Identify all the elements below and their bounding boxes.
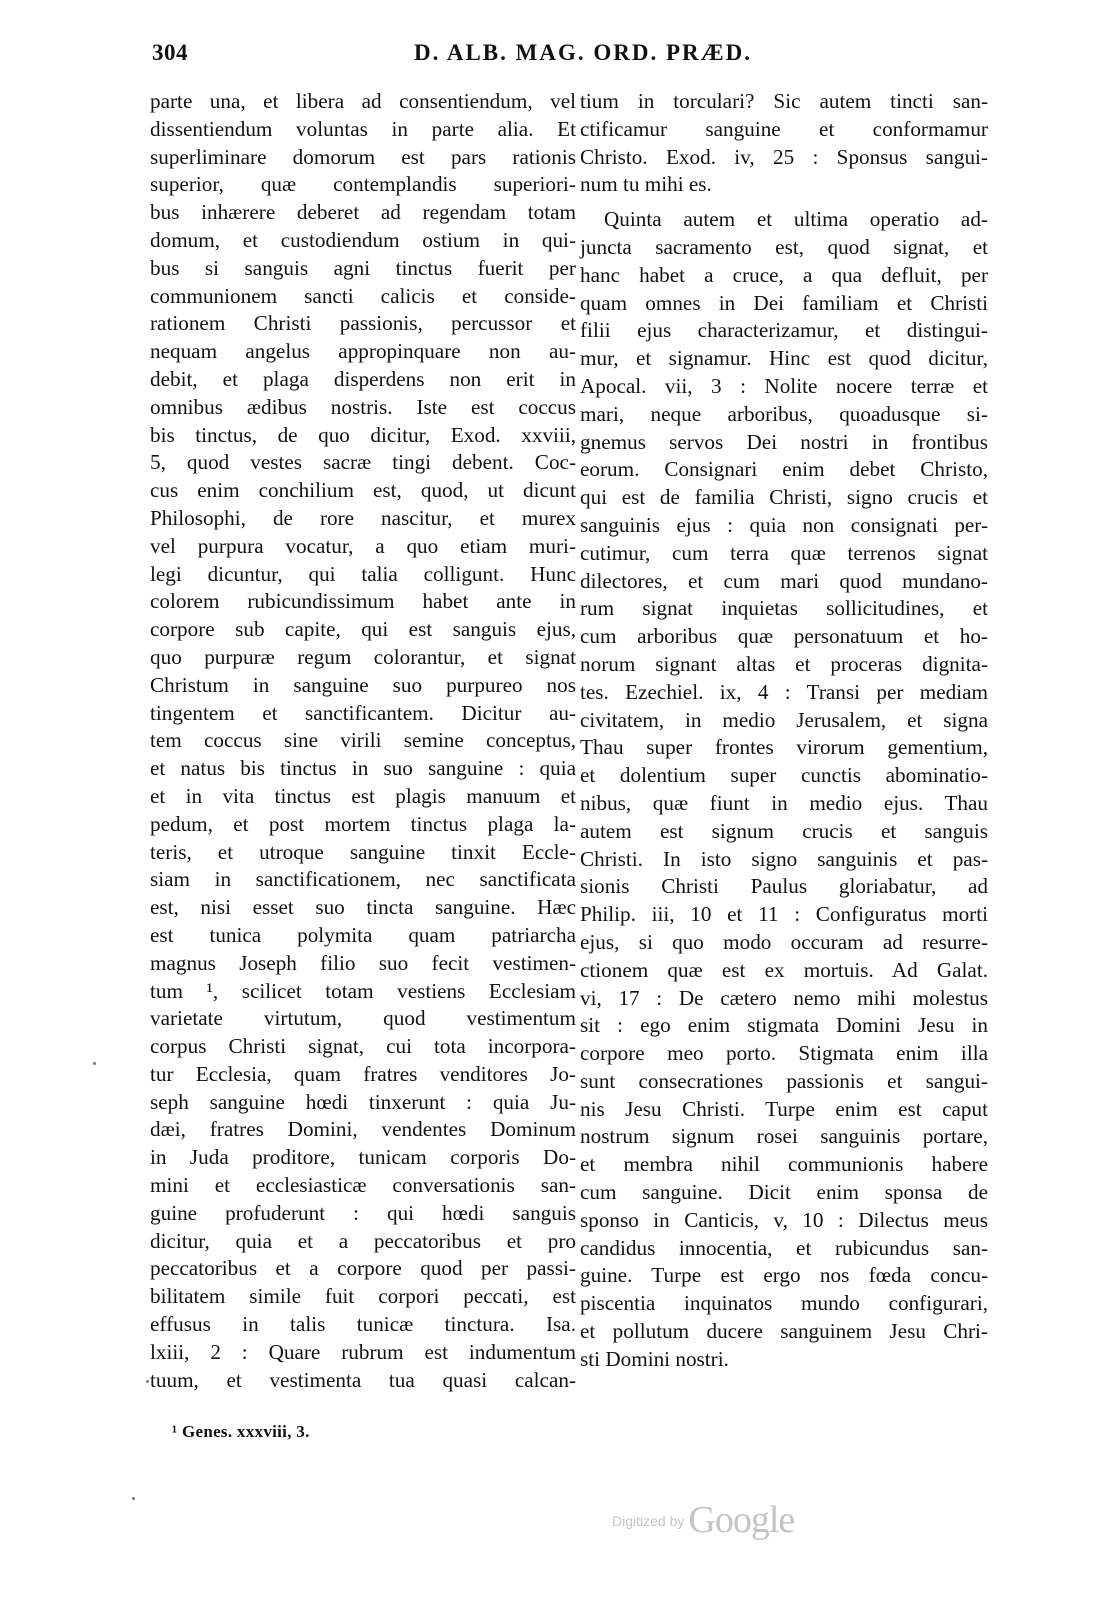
page-header xyxy=(152,40,987,76)
text-line: autem est signum crucis et sanguis xyxy=(580,818,988,843)
text-line: guine. Turpe est ergo nos fœda concu- xyxy=(580,1263,988,1288)
text-line: nostrum signum rosei sanguinis portare, xyxy=(580,1124,988,1149)
text-line: dæi, fratres Domini, vendentes Dominum xyxy=(150,1117,576,1142)
text-line: guine profuderunt : qui hœdi sanguis xyxy=(150,1200,576,1225)
text-line: tum ¹, scilicet totam vestiens Ecclesiam xyxy=(150,978,576,1003)
text-line: gnemus servos Dei nostri in frontibus xyxy=(580,429,988,454)
text-line: in Juda proditore, tunicam corporis Do- xyxy=(150,1145,576,1170)
text-line: peccatoribus et a corpore quod per passi- xyxy=(150,1256,576,1281)
text-line: sti Domini nostri. xyxy=(580,1346,729,1371)
text-line: cus enim conchilium est, quod, ut dicunt xyxy=(150,478,576,503)
text-line: bus inhærere deberet ad regendam totam xyxy=(150,200,576,225)
text-line: superior, quæ contemplandis superiori- xyxy=(150,172,576,197)
text-line: lxiii, 2 : Quare rubrum est indumentum xyxy=(150,1339,576,1364)
footnote: ¹ Genes. xxxviii, 3. xyxy=(172,1422,310,1441)
text-line: debit, et plaga disperdens non erit in xyxy=(150,366,576,391)
text-line: num tu mihi es. xyxy=(580,172,712,197)
text-line: rationem Christi passionis, percussor et xyxy=(150,311,576,336)
scan-speck xyxy=(132,1497,135,1500)
text-line: sunt consecrationes passionis et sangui- xyxy=(580,1068,988,1093)
text-line: corpus Christi signat, cui tota incorpora- xyxy=(150,1034,576,1059)
text-line: Philosophi, de rore nascitur, et murex xyxy=(150,505,576,530)
text-line: et membra nihil communionis habere xyxy=(580,1152,988,1177)
text-line: qui est de familia Christi, signo crucis et xyxy=(580,485,988,510)
scan-speck xyxy=(93,1062,96,1065)
paragraph-gap xyxy=(580,199,988,206)
text-line: legi dicuntur, qui talia colligunt. Hunc xyxy=(150,561,576,586)
text-line: parte una, et libera ad consentiendum, vel xyxy=(150,89,576,113)
text-line: 5, quod vestes sacræ tingi debent. Coc- xyxy=(150,450,576,475)
text-line: tem coccus sine virili semine conceptus, xyxy=(150,728,576,753)
text-line: magnus Joseph filio suo fecit vestimen- xyxy=(150,950,576,975)
text-line: tingentem et sanctificantem. Dicitur au- xyxy=(150,700,576,725)
text-line: bilitatem simile fuit corpori peccati, est xyxy=(150,1284,576,1309)
text-line: Apocal. vii, 3 : Nolite nocere terræ et xyxy=(580,373,988,398)
text-line: superliminare domorum est pars rationis xyxy=(150,144,576,169)
text-line: sponso in Canticis, v, 10 : Dilectus meus xyxy=(580,1207,988,1232)
text-line: tuum, et vestimenta tua quasi calcan- xyxy=(150,1367,576,1392)
scan-speck xyxy=(146,1380,149,1383)
text-line: Christi. In isto signo sanguinis et pas- xyxy=(580,846,988,871)
text-line: communionem sancti calicis et conside- xyxy=(150,283,576,308)
text-line: varietate virtutum, quod vestimentum xyxy=(150,1006,576,1031)
text-line: mur, et signamur. Hinc est quod dicitur, xyxy=(580,346,988,371)
text-line: Christum in sanguine suo purpureo nos xyxy=(150,672,576,697)
text-line: seph sanguine hœdi tinxerunt : quia Ju- xyxy=(150,1089,576,1114)
text-line: eorum. Consignari enim debet Christo, xyxy=(580,457,988,482)
text-line: quo purpuræ regum colorantur, et signat xyxy=(150,644,576,669)
text-line: bus si sanguis agni tinctus fuerit per xyxy=(150,255,576,280)
text-line: nequam angelus appropinquare non au- xyxy=(150,339,576,364)
text-line: sionis Christi Paulus gloriabatur, ad xyxy=(580,874,988,899)
text-line: mini et ecclesiasticæ conversationis san- xyxy=(150,1173,576,1198)
text-line: corpore meo porto. Stigmata enim illa xyxy=(580,1041,988,1066)
text-line: vel purpura vocatur, a quo etiam muri- xyxy=(150,533,576,558)
text-line: nis Jesu Christi. Turpe enim est caput xyxy=(580,1096,988,1121)
text-line: dilectores, et cum mari quod mundano- xyxy=(580,568,988,593)
text-line: et pollutum ducere sanguinem Jesu Chri- xyxy=(580,1319,988,1344)
text-line: vi, 17 : De cætero nemo mihi molestus xyxy=(580,985,988,1010)
text-line: Christo. Exod. iv, 25 : Sponsus sangui- xyxy=(580,144,988,169)
text-line: sanguinis ejus : quia non consignati per- xyxy=(580,512,988,537)
running-head: D. ALB. MAG. ORD. PRÆD. xyxy=(414,40,752,65)
text-line: dissentiendum voluntas in parte alia. Et xyxy=(150,116,576,141)
text-line: Thau super frontes virorum gementium, xyxy=(580,735,988,760)
text-line: est, nisi esset suo tincta sanguine. Hæc xyxy=(150,895,576,920)
text-line: norum signant altas et proceras dignita- xyxy=(580,651,988,676)
text-line: effusus in talis tunicæ tinctura. Isa. xyxy=(150,1312,576,1337)
google-logo: Google xyxy=(688,1499,795,1541)
text-line: nibus, quæ fiunt in medio ejus. Thau xyxy=(580,790,988,815)
digitized-by-watermark xyxy=(612,1498,794,1542)
text-line: omnibus ædibus nostris. Iste est coccus xyxy=(150,394,576,419)
text-line: teris, et utroque sanguine tinxit Eccle- xyxy=(150,839,576,864)
text-line: ejus, si quo modo occuram ad resurre- xyxy=(580,929,988,954)
text-line: rum signat inquietas sollicitudines, et xyxy=(580,596,988,621)
text-line: hanc habet a cruce, a qua defluit, per xyxy=(580,262,988,287)
text-line: tur Ecclesia, quam fratres venditores Jo- xyxy=(150,1061,576,1086)
text-line: cutimur, cum terra quæ terrenos signat xyxy=(580,540,988,565)
text-line: dicitur, quia et a peccatoribus et pro xyxy=(150,1228,576,1253)
text-line: et in vita tinctus est plagis manuum et xyxy=(150,783,576,808)
text-line: piscentia inquinatos mundo configurari, xyxy=(580,1291,988,1316)
text-line: quam omnes in Dei familiam et Christi xyxy=(580,290,988,315)
text-line: candidus innocentia, et rubicundus san- xyxy=(580,1235,988,1260)
page-number: 304 xyxy=(152,40,188,65)
text-line: et natus bis tinctus in suo sanguine : quia xyxy=(150,756,576,781)
text-line: bis tinctus, de quo dicitur, Exod. xxviii, xyxy=(150,422,576,447)
text-line: civitatem, in medio Jerusalem, et signa xyxy=(580,707,988,732)
text-line: et dolentium super cunctis abominatio- xyxy=(580,763,988,788)
text-line: corpore sub capite, qui est sanguis ejus, xyxy=(150,617,576,642)
text-line: mari, neque arboribus, quoadusque si- xyxy=(580,401,988,426)
text-line: Philip. iii, 10 et 11 : Configuratus morti xyxy=(580,902,988,927)
text-line: tium in torculari? Sic autem tincti san- xyxy=(580,89,988,113)
text-line: Quinta autem et ultima operatio ad- xyxy=(604,207,988,232)
text-line: ctionem quæ est ex mortuis. Ad Galat. xyxy=(580,957,988,982)
right-text-column xyxy=(580,88,988,1374)
text-line: cum sanguine. Dicit enim sponsa de xyxy=(580,1180,988,1205)
text-line: cum arboribus quæ personatuum et ho- xyxy=(580,624,988,649)
text-line: filii ejus characterizamur, et distingui- xyxy=(580,318,988,343)
text-line: est tunica polymita quam patriarcha xyxy=(150,922,576,947)
text-line: siam in sanctificationem, nec sanctificata xyxy=(150,867,576,892)
text-line: colorem rubicundissimum habet ante in xyxy=(150,589,576,614)
text-line: pedum, et post mortem tinctus plaga la- xyxy=(150,811,576,836)
text-line: juncta sacramento est, quod signat, et xyxy=(580,234,988,259)
text-line: sit : ego enim stigmata Domini Jesu in xyxy=(580,1013,988,1038)
digitized-prefix: Digitized by xyxy=(612,1513,685,1529)
text-line: ctificamur sanguine et conformamur xyxy=(580,116,988,141)
text-line: tes. Ezechiel. ix, 4 : Transi per mediam xyxy=(580,679,988,704)
text-line: domum, et custodiendum ostium in qui- xyxy=(150,227,576,252)
left-text-column xyxy=(150,88,576,1394)
